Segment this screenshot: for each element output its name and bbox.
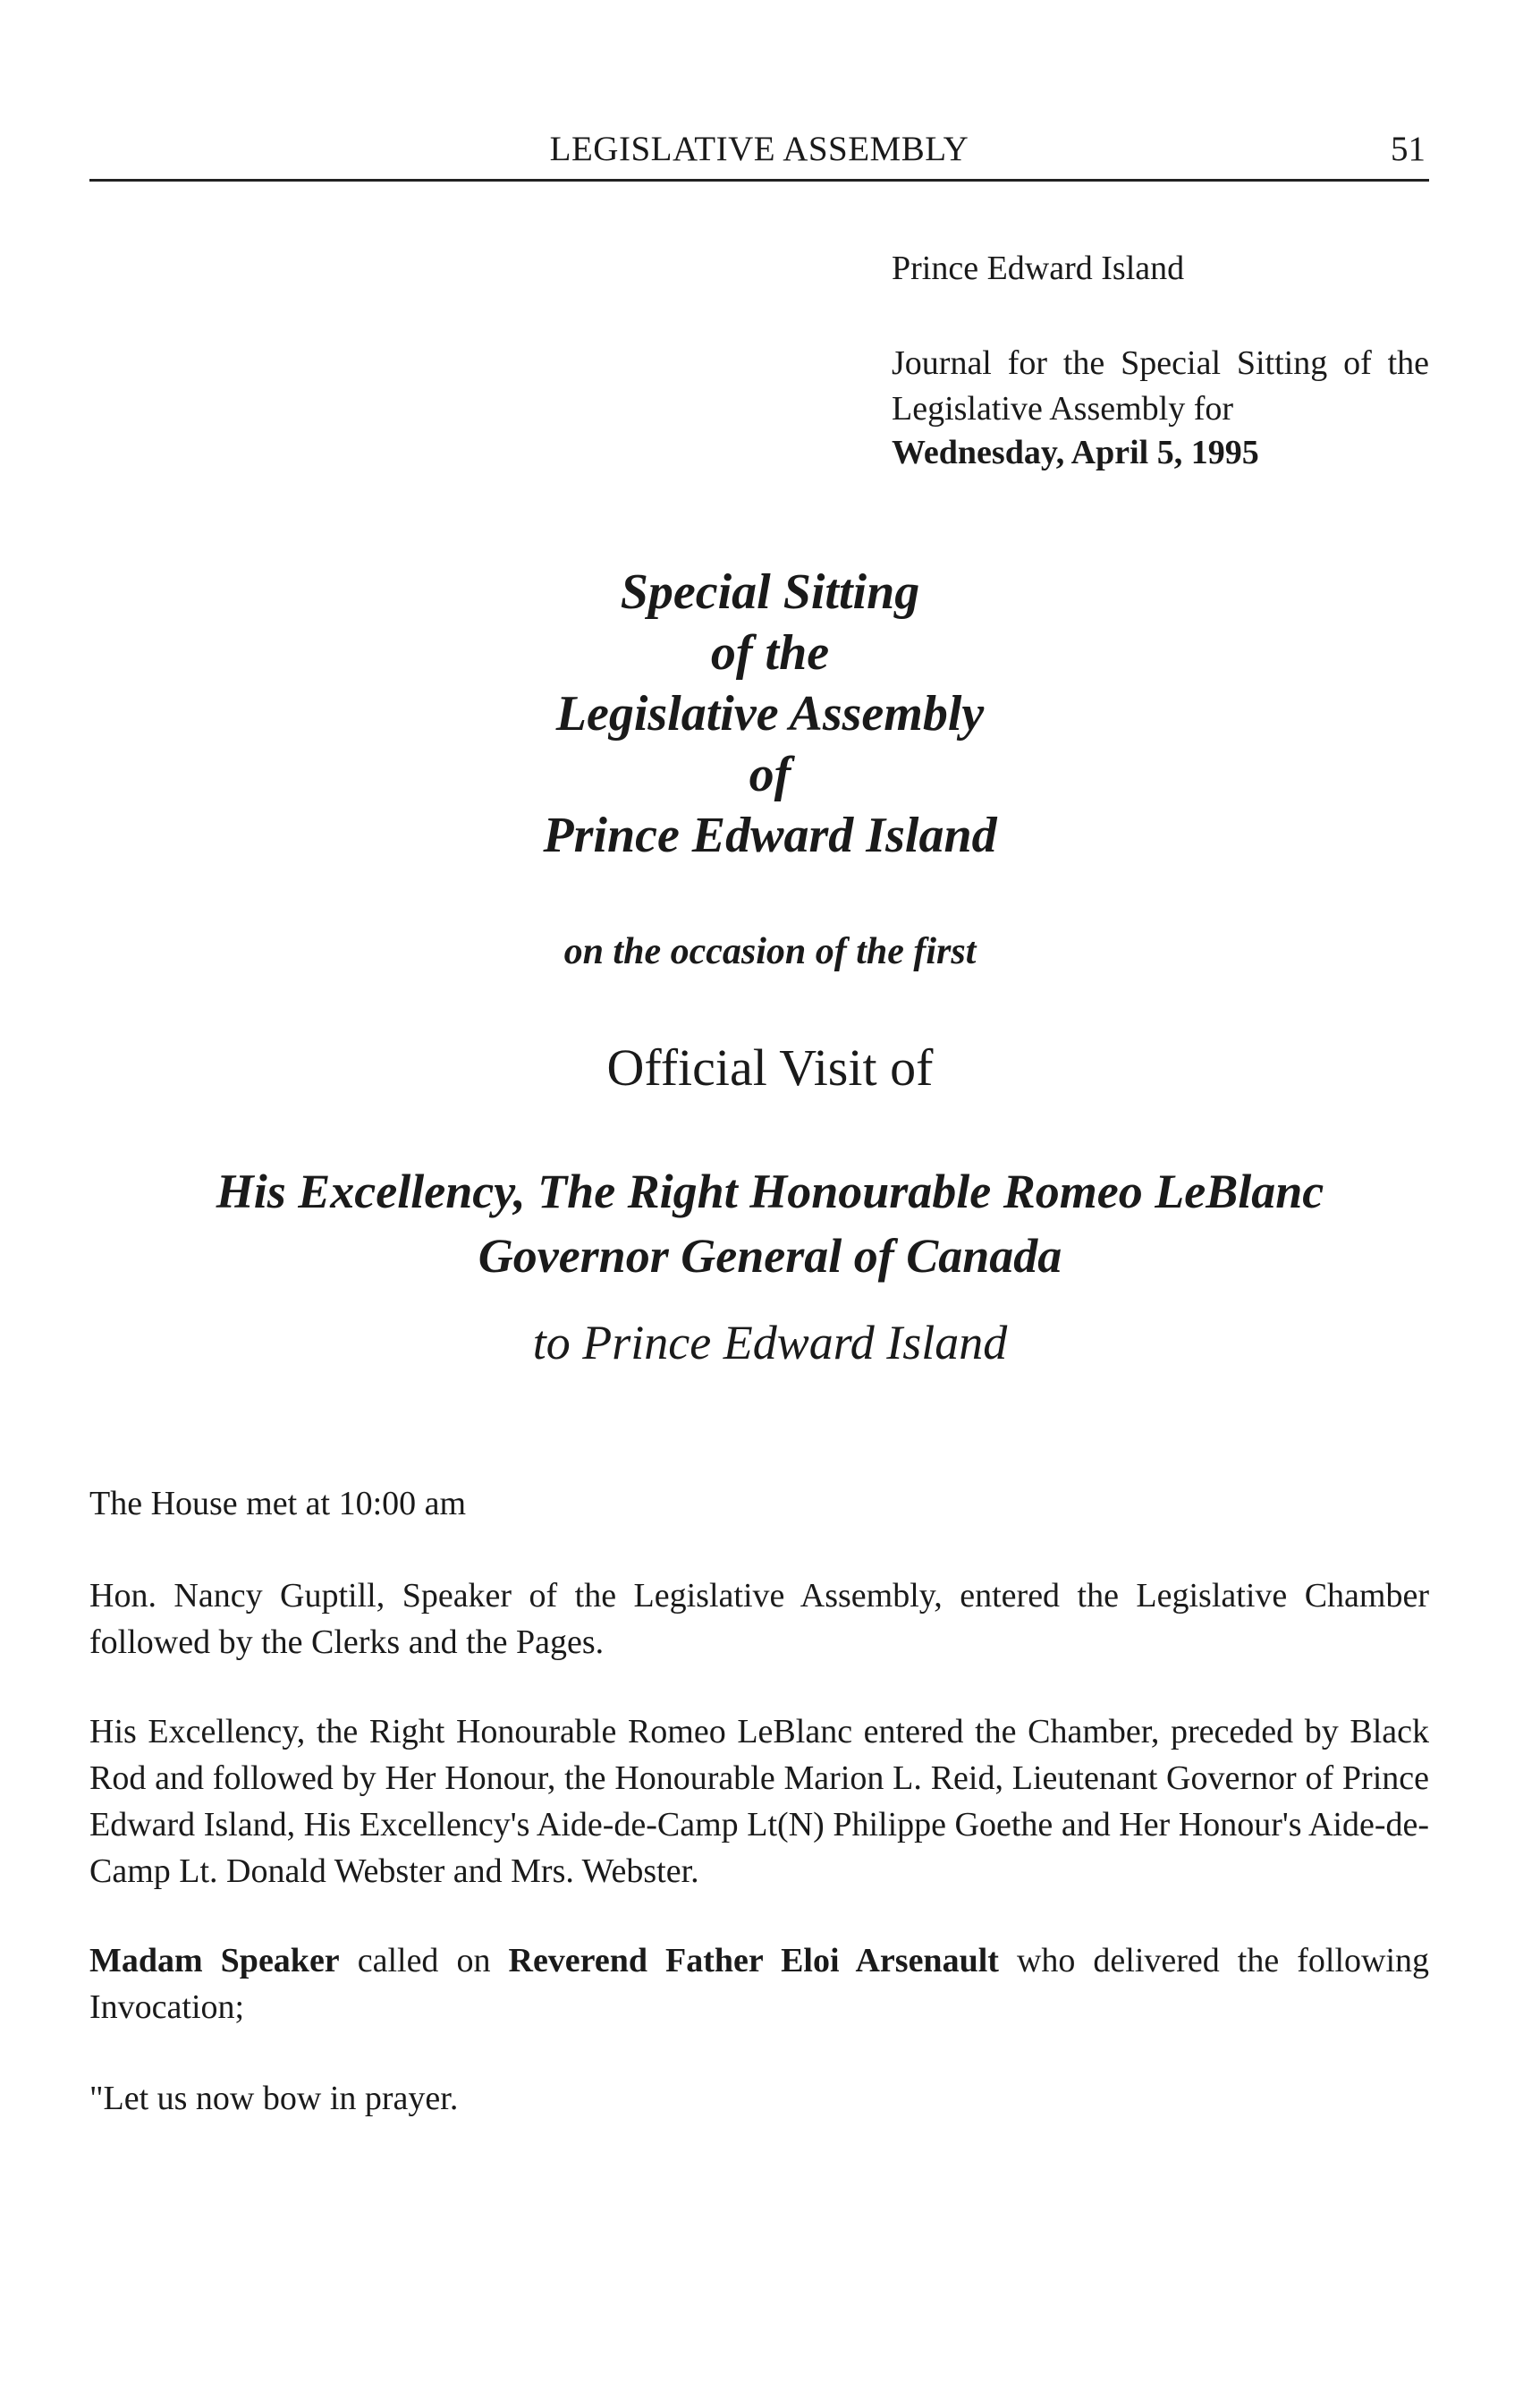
paragraph-governor-entered: His Excellency, the Right Honourable Romeo LeBlanc entered the Chamber, preceded by Black Rod and followed by Her Honour, the Honourable Marion L. Reid, Lieutenant Governor of Prince Edward Island, His Excellency's Aide-de-Camp Lt(N) Philippe Goethe and Her Honour's Aide-de-Camp Lt. Donald Webster and Mrs. Webster. xyxy=(89,1713,1429,1890)
madam-speaker-label: Madam Speaker xyxy=(89,1942,340,1979)
header-title: LEGISLATIVE ASSEMBLY xyxy=(549,130,969,168)
journal-description: Journal for the Special Sitting of the Legislative Assembly for xyxy=(892,344,1429,428)
title-line: of xyxy=(749,747,791,802)
destination-line: to Prince Edward Island xyxy=(532,1316,1008,1369)
paragraph-speaker-entered: Hon. Nancy Guptill, Speaker of the Legislative Assembly, entered the Legislative Chamber followed by the Clerks and the Pages. xyxy=(89,1577,1429,1661)
paragraph-invocation xyxy=(89,1937,1429,2030)
paragraph-house-met: The House met at 10:00 am xyxy=(89,1485,467,1522)
invocation-text: called on xyxy=(357,1942,491,1979)
title-line: Legislative Assembly xyxy=(555,686,985,742)
dignitary-block xyxy=(0,1159,1540,1288)
running-header xyxy=(89,127,1429,182)
dignitary-name: His Excellency, The Right Honourable Romeo LeBlanc xyxy=(216,1165,1324,1218)
invocation-text-end: who delivered the following Invocation; xyxy=(89,1942,1430,2026)
page-number: 51 xyxy=(1391,130,1426,168)
paragraph-prayer: "Let us now bow in prayer. xyxy=(89,2080,459,2117)
official-visit-heading: Official Visit of xyxy=(606,1038,934,1097)
sitting-title xyxy=(0,562,1540,866)
title-line: of the xyxy=(710,625,830,681)
journal-place: Prince Edward Island xyxy=(892,250,1185,287)
title-line: Prince Edward Island xyxy=(543,808,997,863)
title-line: Special Sitting xyxy=(620,564,920,620)
reverend-name: Reverend Father Eloi Arsenault xyxy=(508,1942,999,1979)
occasion-line: on the occasion of the first xyxy=(563,931,977,972)
dignitary-title: Governor General of Canada xyxy=(478,1229,1062,1283)
journal-date: Wednesday, April 5, 1995 xyxy=(892,434,1259,471)
